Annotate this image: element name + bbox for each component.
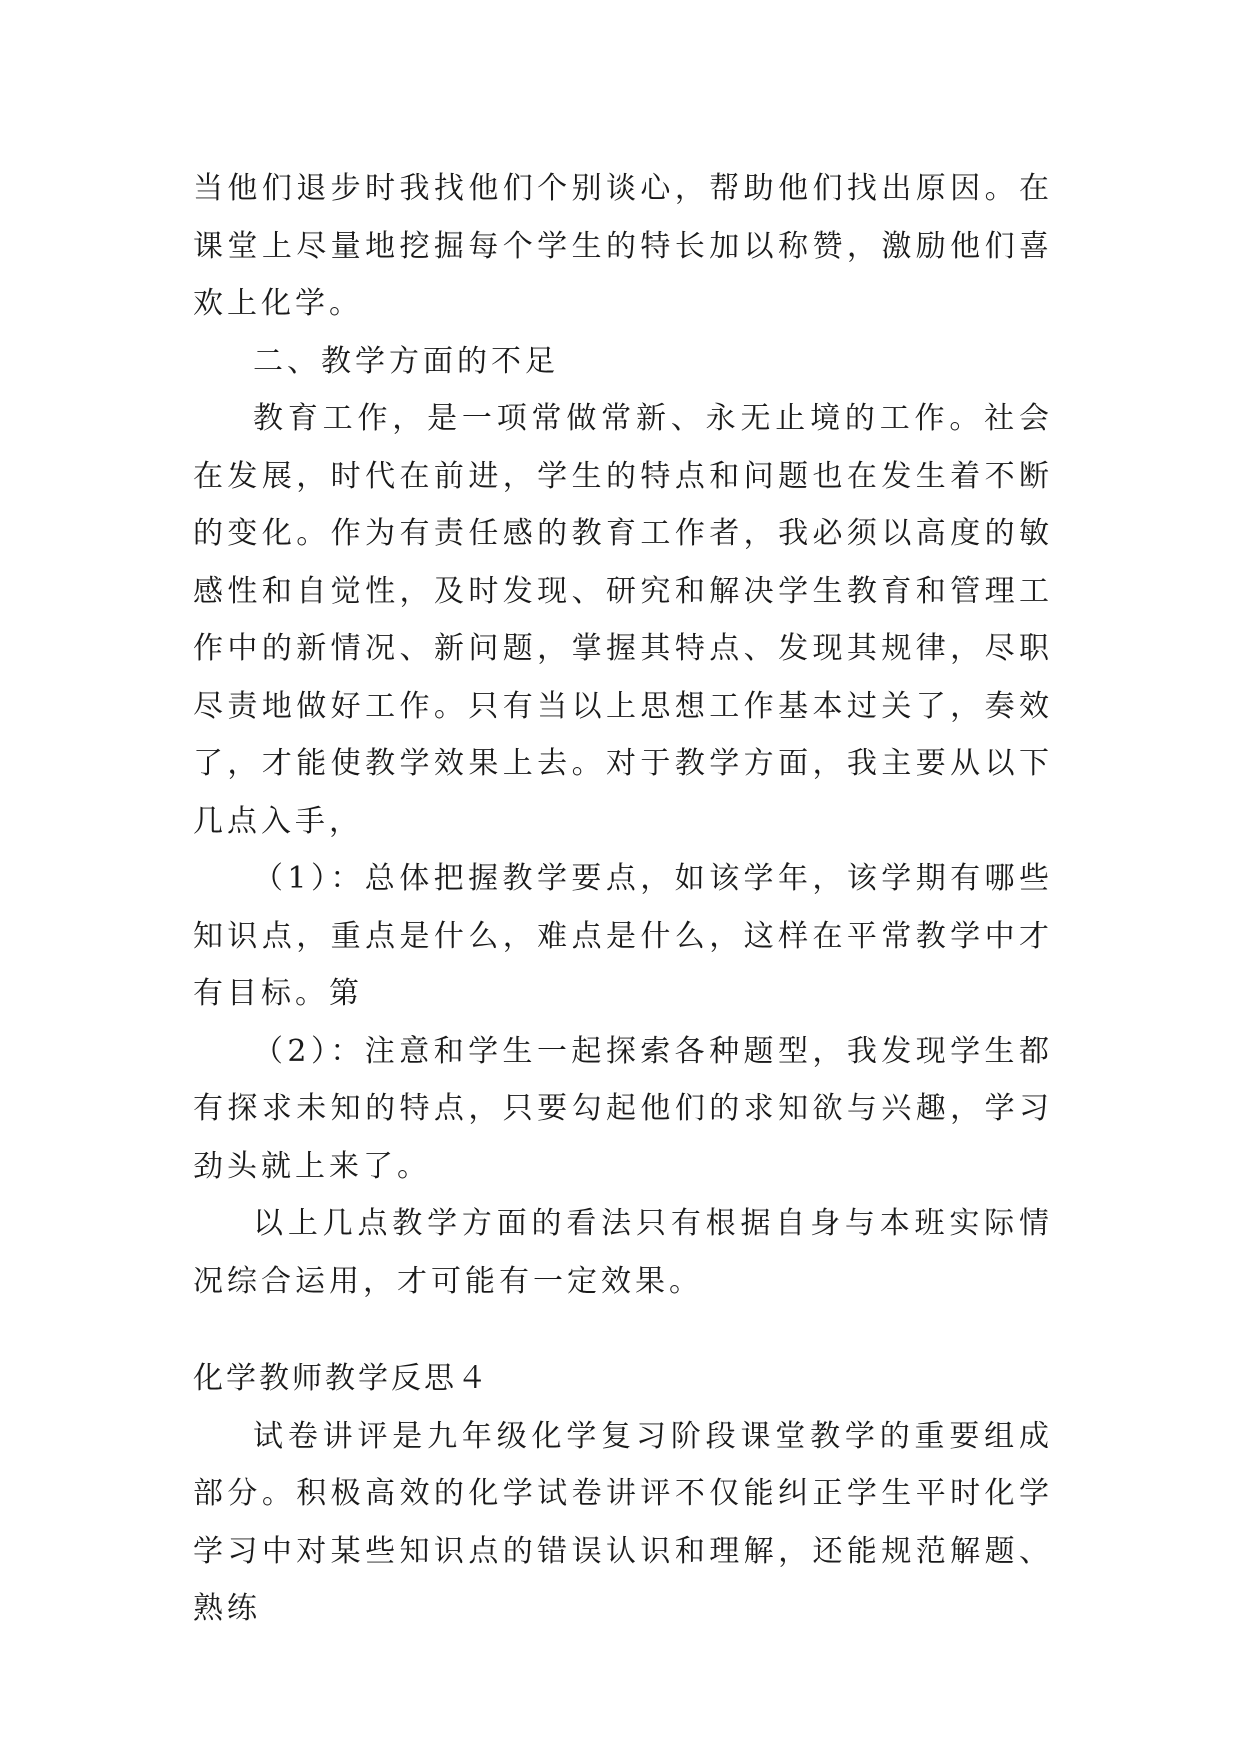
paragraph-encouragement: 当他们退步时我找他们个别谈心，帮助他们找出原因。在课堂上尽量地挖掘每个学生的特长加以称赞，激励他们喜欢上化学。: [193, 171, 1053, 321]
paragraph-summary: 以上几点教学方面的看法只有根据自身与本班实际情况综合运用，才可能有一定效果。: [193, 1206, 1053, 1299]
paragraph-exam-review: 试卷讲评是九年级化学复习阶段课堂教学的重要组成部分。积极高效的化学试卷讲评不仅能纠正学生平时化学学习中对某些知识点的错误认识和理解，还能规范解题、熟练: [193, 1418, 1053, 1626]
section-spacer: [193, 1310, 1053, 1350]
paragraph-point-2: （2）：注意和学生一起探索各种题型，我发现学生都有探求未知的特点，只要勾起他们的求知欲与兴趣，学习劲头就上来了。: [193, 1033, 1053, 1184]
section-title: 化学教师教学反思４: [193, 1361, 490, 1396]
heading-teaching-shortcomings: 二、教学方面的不足: [253, 343, 559, 379]
paragraph-education-work: 教育工作，是一项常做常新、永无止境的工作。社会在发展，时代在前进，学生的特点和问题也在发生着不断的变化。作为有责任感的教育工作者，我必须以高度的敏感性和自觉性，及时发现、研究和解决学生教育和管理工作中的新情况、新问题，掌握其特点、发现其规律，尽职尽责地做好工作。只有当以上思想工作基本过关了，奏效了，才能使教学效果上去。对于教学方面，我主要从以下几点入手，: [193, 401, 1053, 839]
document-body: [193, 160, 1053, 1638]
paragraph-point-1: （1）：总体把握教学要点，如该学年，该学期有哪些知识点，重点是什么，难点是什么，这样在平常教学中才有目标。第: [193, 861, 1053, 1011]
